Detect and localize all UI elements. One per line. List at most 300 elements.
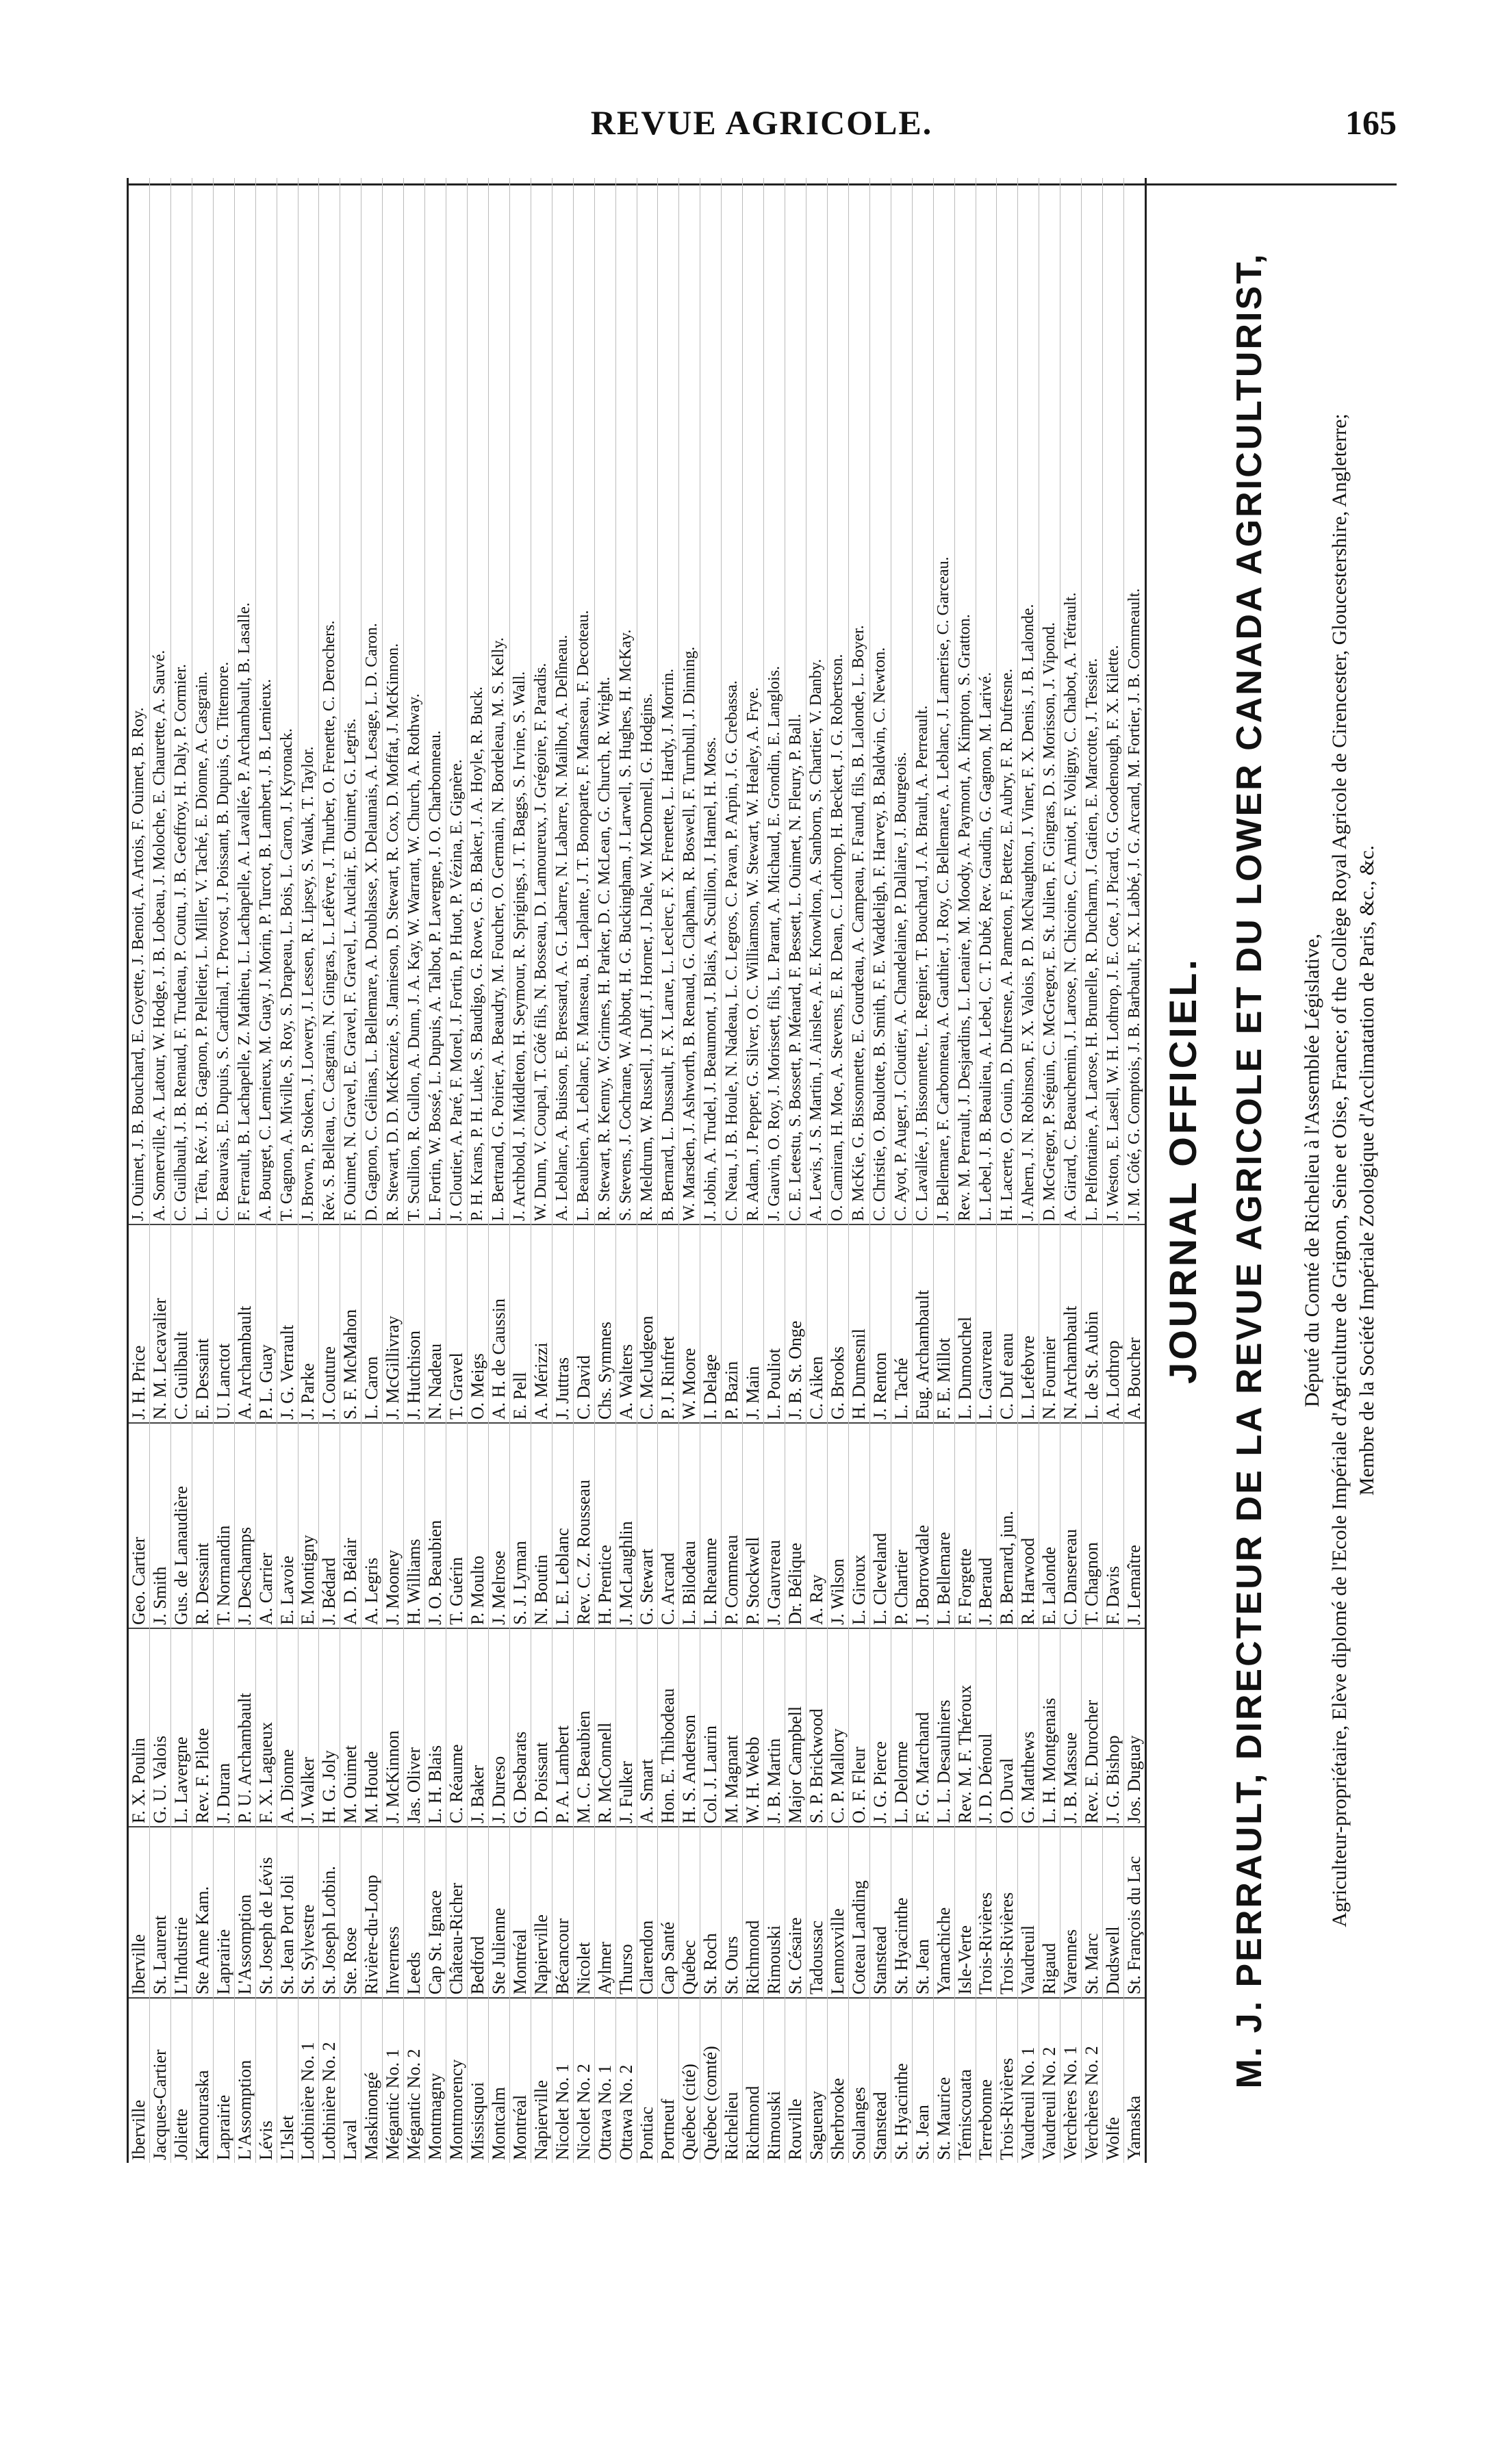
president-cell: P. A. Lambert [552, 1629, 573, 1827]
secretary-cell: C. David [574, 1225, 594, 1424]
president-cell: Col. J. Laurin [700, 1629, 721, 1827]
secretary-cell: A. Archambault [235, 1225, 255, 1424]
directors-cell: C. Ayot, P. Auger, J. Cloutier, A. Chandelaine, P. Dallaire, J. Bourgeois. [891, 178, 912, 1225]
president-cell: M. Magnant [722, 1629, 742, 1827]
table-row [382, 178, 403, 2163]
vice-president-cell: E. Lalonde [1039, 1424, 1060, 1629]
parish-cell: Richmond [743, 1827, 763, 1999]
county-cell: Ottawa No. 2 [615, 2064, 636, 2160]
secretary-cell: L. Gauvreau [976, 1225, 997, 1424]
directors-cell: L. Fortin, W. Bossé, L. Dupuis, A. Talbot, P. Lavergne, J. O. Charbonneau. [425, 178, 446, 1225]
vice-president-cell: J. Deschamps [235, 1424, 255, 1629]
directors-cell: B. McKie, G. Bissonnette, E. Gourdeau, A. Campeau, F. Faund, fils, B. Lalonde, L. Boyer. [849, 178, 869, 1225]
president-cell: Rev. E. Durocher [1082, 1629, 1102, 1827]
president-cell: J. G. Pierce [870, 1629, 891, 1827]
secretary-cell: J. McGillivray [383, 1225, 403, 1424]
directors-cell: L. Pelfontaine, A. Larose, H. Brunelle, R. Ducharm, J. Gatien, E. Marcotte, J. Tessier. [1082, 178, 1102, 1225]
parish-cell: Montréal [510, 1827, 531, 1999]
parish-cell: Cap St. Ignace [425, 1827, 446, 1999]
president-cell: L. H. Montgenais [1039, 1629, 1060, 1827]
secretary-cell: N. M. Lecavalier [150, 1225, 170, 1424]
secretary-cell: L. Pouliot [764, 1225, 785, 1424]
vice-president-cell: G. Stewart [637, 1424, 658, 1629]
table-row [488, 178, 509, 2163]
secretary-cell: L. Dumouchel [955, 1225, 976, 1424]
directors-cell: W. Dunn, V. Coupal, T. Côté fils, N. Bosseau, D. Lamoureux, J. Grégoire, F. Paradis. [531, 178, 552, 1225]
parish-cell: Iberville [129, 1827, 149, 1999]
county-cell: Saguenay [806, 2090, 826, 2160]
parish-cell: Bedford [468, 1827, 488, 1999]
secretary-cell: E. Pell [510, 1225, 531, 1424]
parish-cell: St. Joseph de Lévis [256, 1827, 277, 1999]
parish-cell: Inverness [383, 1827, 403, 1999]
president-cell: O. F. Fleur [849, 1629, 869, 1827]
county-cell: Richmond [743, 2086, 763, 2160]
county-cell: Témiscouata [954, 2069, 975, 2160]
vice-president-cell: A. Ray [806, 1424, 827, 1629]
directors-cell: D. McGregor, P. Séguin, C. McGregor, E. St. Julien, F. Gingras, D. S. Morisson, J. Vipond. [1039, 178, 1060, 1225]
secretary-cell: Eug. Archambault [913, 1225, 933, 1424]
credential-line: Député du Comté de Richelieu à l'Assemblée Législative, [1301, 934, 1323, 1407]
credential-line: Membre de la Société Impériale Zoologique d'Acclimatation de Paris, &c., &c. [1356, 845, 1378, 1496]
vice-president-cell: B. Bernard, jun. [997, 1424, 1017, 1629]
president-cell: Major Campbell [785, 1629, 806, 1827]
directors-cell: W. Marsden, J. Ashworth, B. Renaud, G. Clapham, R. Boswell, F. Turnbull, J. Dinning. [679, 178, 700, 1225]
parish-cell: Coteau Landing [849, 1827, 869, 1999]
president-cell: G. Desbarats [510, 1629, 531, 1827]
directors-cell: P. H. Krans, P. H. Luke, S. Baudigo, G. Rowe, G. B. Baker, J. A. Hoyle, R. Buck. [468, 178, 488, 1225]
directors-cell: J. Gauvin, O. Roy, J. Morissett, fils, L. Parant, A. Michaud, E. Grondin, E. Langlois. [764, 178, 785, 1225]
table-row [213, 178, 234, 2163]
directors-cell: D. Gagnon, C. Gélinas, L. Bellemare, A. Doublasse, X. Delaunais, A. Lesage, L. D. Caron. [361, 178, 382, 1225]
vice-president-cell: T. Chagnon [1082, 1424, 1102, 1629]
secretary-cell: S. F. McMahon [340, 1225, 361, 1424]
directors-cell: J. Archbold, J. Middleton, H. Seymour, R. Sprigings, J. T. Baggs, S. Irvine, S. Wall. [510, 178, 531, 1225]
president-cell: S. P. Brickwood [806, 1629, 827, 1827]
county-cell: Laprairie [213, 2094, 233, 2160]
county-cell: Rimouski [764, 2090, 785, 2160]
secretary-cell: J. Renton [870, 1225, 891, 1424]
vice-president-cell: L. E. Leblanc [552, 1424, 573, 1629]
directors-cell: J. Jobin, A. Trudel, J. Beaumont, J. Blais, A. Scullion, J. Hamel, H. Moss. [700, 178, 721, 1225]
vice-president-cell: E. Lavoie [277, 1424, 298, 1629]
vice-president-cell: P. Moulto [468, 1424, 488, 1629]
county-cell: Napierville [531, 2080, 551, 2160]
president-cell: H. G. Joly [319, 1629, 340, 1827]
parish-cell: St. Ours [722, 1827, 742, 1999]
president-cell: J. McKinnon [383, 1629, 403, 1827]
table-row [954, 178, 976, 2163]
table-row [912, 178, 933, 2163]
county-cell: Vaudreuil No. 1 [1018, 2046, 1039, 2160]
vice-president-cell: T. Guérin [446, 1424, 467, 1629]
table-row [424, 178, 446, 2163]
vice-president-cell: L. Giroux [849, 1424, 869, 1629]
parish-cell: St. Laurent [150, 1827, 170, 1999]
president-cell: G. U. Valois [150, 1629, 170, 1827]
page-number: 165 [1345, 103, 1397, 142]
directors-cell: Rev. M. Perrault, J. Desjardins, L. Lenaire, M. Moody, A. Paymont, A. Kimpton, S. Gratton. [955, 178, 976, 1225]
president-cell: F. X. Poulin [129, 1629, 149, 1827]
directors-cell: T. Scullion, R. Gullon, A. Dunn, J. A. Kay, W. Warrant, W. Church, A. Rothway. [404, 178, 424, 1225]
president-cell: D. Poissant [531, 1629, 552, 1827]
secretary-cell: F. E. Millot [934, 1225, 954, 1424]
county-cell: Portneuf [658, 2099, 678, 2160]
president-cell: C. Réaume [446, 1629, 467, 1827]
county-cell: Pontiac [637, 2107, 657, 2160]
county-cell: Rouville [785, 2099, 806, 2160]
directors-cell: F. Ouimet, N. Gravel, E. Gravel, F. Gravel, L. Auclair, E. Ouimet, G. Legris. [340, 178, 361, 1225]
table-row [869, 178, 891, 2163]
directors-cell: A. Girard, C. Beauchemin, J. Larose, N. Chicoine, C. Amiot, F. Voligny, C. Chabot, A. Tétrault. [1060, 178, 1081, 1225]
county-cell: Montmorency [446, 2059, 467, 2160]
table-row [678, 178, 700, 2163]
president-cell: J. Fulker [616, 1629, 637, 1827]
table-row [552, 178, 573, 2163]
secretary-cell: P. L. Guay [256, 1225, 277, 1424]
society-table [127, 178, 1147, 2163]
directors-cell: C. E. Letestu, S. Bossett, P. Ménard, F. Bessett, L. Ouimet, N. Fleury, P. Ball. [785, 178, 806, 1225]
president-cell: Rev. M. F. Théroux [955, 1629, 976, 1827]
table-row [1123, 178, 1145, 2163]
parish-cell: St. Marc [1082, 1827, 1102, 1999]
parish-cell: Ste Julienne [489, 1827, 509, 1999]
page-title: REVUE AGRICOLE. [590, 103, 933, 142]
table-row [700, 178, 721, 2163]
president-cell: F. G. Marchand [913, 1629, 933, 1827]
president-cell: J. B. Martin [764, 1629, 785, 1827]
secretary-cell: C. Duf eanu [997, 1225, 1017, 1424]
parish-cell: L'Industrie [171, 1827, 192, 1999]
table-row [1060, 178, 1081, 2163]
table-row [827, 178, 848, 2163]
secretary-cell: A. Walters [616, 1225, 637, 1424]
county-cell: Wolfe [1103, 2117, 1123, 2160]
secretary-cell: J. G. Verrault [277, 1225, 298, 1424]
table-row [657, 178, 678, 2163]
table-row [721, 178, 742, 2163]
county-cell: Maskinongé [361, 2072, 382, 2160]
table-row [742, 178, 763, 2163]
secretary-cell: L. de St. Aubin [1082, 1225, 1102, 1424]
county-cell: Sherbrooke [827, 2078, 848, 2160]
president-cell: M. C. Beaubien [574, 1629, 594, 1827]
table-row [615, 178, 637, 2163]
secretary-cell: J. Hutchison [404, 1225, 424, 1424]
parish-cell: St. Sylvestre [298, 1827, 319, 1999]
secretary-cell: J. Couture [319, 1225, 340, 1424]
directors-cell: C. Beauvais, E. Dupuis, S. Cardinal, T. Provost, J. Poissant, B. Dupuis, G. Tittemore. [214, 178, 234, 1225]
journal-footer [1160, 178, 1397, 2163]
secretary-cell: J. Main [743, 1225, 763, 1424]
vice-president-cell: A. D. Bélair [340, 1424, 361, 1629]
parish-cell: Aylmer [595, 1827, 615, 1999]
directors-cell: T. Gagnon, A. Miville, S. Roy, S. Drapeau, L. Bois, L. Caron, J. Kyronack. [277, 178, 298, 1225]
parish-cell: St. Césaire [785, 1827, 806, 1999]
secretary-cell: N. Archambault [1060, 1225, 1081, 1424]
table-row [996, 178, 1017, 2163]
president-cell: C. P. Mallory [828, 1629, 848, 1827]
table-row [403, 178, 424, 2163]
table-row [848, 178, 869, 2163]
parish-cell: Rigaud [1039, 1827, 1060, 1999]
vice-president-cell: H. Williams [404, 1424, 424, 1629]
president-cell: Rev. F. Pilote [192, 1629, 213, 1827]
directors-cell: C. Neau, J. B. Houle, N. Nadeau, L. C. Legros, C. Pavan, P. Arpin, J. G. Crebassa. [722, 178, 742, 1225]
vice-president-cell: J. Smith [150, 1424, 170, 1629]
parish-cell: Vaudreuil [1018, 1827, 1039, 1999]
parish-cell: Dudswell [1103, 1827, 1123, 1999]
vice-president-cell: J. Gauvreau [764, 1424, 785, 1629]
directors-cell: B. Bernard, L. Dussault, F. X. Larue, L. Leclerc, F. X. Frenette, L. Hardy, J. Morrin. [658, 178, 678, 1225]
directors-cell: H. Lacerte, O. Gouin, D. Dufresne, A. Pameton, F. Bettez, E. Aubry, F. R. Dufresne. [997, 178, 1017, 1225]
secretary-cell: L. Taché [891, 1225, 912, 1424]
table-row [318, 178, 340, 2163]
parish-cell: Nicolet [574, 1827, 594, 1999]
president-cell: M. Houde [361, 1629, 382, 1827]
parish-cell: St. Hyacinthe [891, 1827, 912, 1999]
president-cell: J. G. Bishop [1103, 1629, 1123, 1827]
journal-title: JOURNAL OFFICIEL. [1161, 957, 1204, 1384]
secretary-cell: H. Dumesnil [849, 1225, 869, 1424]
president-cell: Jos. Duguay [1124, 1629, 1145, 1827]
secretary-cell: P. Bazin [722, 1225, 742, 1424]
vice-president-cell: R. Dessaint [192, 1424, 213, 1629]
county-cell: St. Maurice [933, 2077, 954, 2160]
vice-president-cell: P. Stockwell [743, 1424, 763, 1629]
county-cell: St. Jean [912, 2105, 932, 2160]
parish-cell: Lennoxville [828, 1827, 848, 1999]
president-cell: L. H. Blais [425, 1629, 446, 1827]
president-cell: J. D. Dénoul [976, 1629, 997, 1827]
table-row [129, 178, 149, 2163]
parish-cell: L'Assomption [235, 1827, 255, 1999]
president-cell: R. McConnell [595, 1629, 615, 1827]
vice-president-cell: J. Mooney [383, 1424, 403, 1629]
president-cell: F. X. Lagueux [256, 1629, 277, 1827]
parish-cell: Varennes [1060, 1827, 1081, 1999]
table-row [467, 178, 488, 2163]
page-header [127, 103, 1397, 151]
parish-cell: Laprairie [214, 1827, 234, 1999]
county-cell: Terrebonne [976, 2079, 996, 2160]
table-row [763, 178, 785, 2163]
parish-cell: Stanstead [870, 1827, 891, 1999]
county-cell: Québec (cité) [679, 2064, 700, 2160]
secretary-cell: A. Boucher [1124, 1225, 1145, 1424]
table-row [1081, 178, 1102, 2163]
vice-president-cell: N. Boutin [531, 1424, 552, 1629]
directors-cell: A. Leblanc, A. Buisson, E. Bressard, A. G. Labarre, N. Labarre, N. Mailhot, A. Delîneau. [552, 178, 573, 1225]
parish-cell: Ste. Rose [340, 1827, 361, 1999]
table-row [891, 178, 912, 2163]
directors-cell: J. Brown, P. Stoken, J. Lowery, J. Lessen, R. Lipsey, S. Wauk, T. Taylor. [298, 178, 319, 1225]
directors-cell: Rév. S. Belleau, C. Casgrain, N. Gingras, L. Lefèvre, J. Thurber, O. Frenette, C. Derochers. [319, 178, 340, 1225]
vice-president-cell: J. Beraud [976, 1424, 997, 1629]
vice-president-cell: Dr. Bélique [785, 1424, 806, 1629]
county-cell: Iberville [129, 2099, 149, 2160]
county-cell: Stanstead [869, 2092, 890, 2160]
secretary-cell: J. Parke [298, 1225, 319, 1424]
table-row [234, 178, 255, 2163]
directors-cell: C. Guilbault, J. B. Renaud, F. Trudeau, P. Coutu, J. B. Geoffroy, H. Daly, P. Cormier. [171, 178, 192, 1225]
table-row [637, 178, 658, 2163]
president-cell: J. Dureso [489, 1629, 509, 1827]
vice-president-cell: J. Borrowdale [913, 1424, 933, 1629]
table-row [1039, 178, 1060, 2163]
parish-cell: Bécancour [552, 1827, 573, 1999]
parish-cell: St. Joseph Lotbin. [319, 1827, 340, 1999]
directors-cell: R. Stewart, D. D. McKenzie, S. Jamieson, D. Stewart, R. Cox, D. Moffat, J. McKinnon. [383, 178, 403, 1225]
county-cell: Trois-Rivières [997, 2057, 1017, 2160]
parish-cell: Isle-Verte [955, 1827, 976, 1999]
county-cell: Lotbinière No. 1 [298, 2042, 318, 2160]
table-row [170, 178, 192, 2163]
county-cell: L'Assomption [234, 2059, 255, 2160]
directors-cell: J. Weston, E. Lasell, W. H. Lothrop, J. E. Cote, J. Picard, G. Goodenough, F. X. Kilette. [1103, 178, 1123, 1225]
parish-cell: Thurso [616, 1827, 637, 1999]
president-cell: J. Baker [468, 1629, 488, 1827]
secretary-cell: G. Brooks [828, 1225, 848, 1424]
parish-cell: Rivière-du-Loup [361, 1827, 382, 1999]
county-cell: Québec (comté) [700, 2046, 721, 2160]
directors-cell: J. Cloutier, A. Paré, F. Morel, J. Fortin, P. Huot, P. Vézina, E. Gignère. [446, 178, 467, 1225]
secretary-cell: T. Gravel [446, 1225, 467, 1424]
vice-president-cell: Gus. de Lanaudière [171, 1424, 192, 1629]
directors-cell: F. Ferrault, B. Lachapelle, Z. Mathieu, L. Lachapelle, A. Lavallée, P. Archambault, B. Lasalle. [235, 178, 255, 1225]
parish-cell: Château-Richer [446, 1827, 467, 1999]
parish-cell: Napierville [531, 1827, 552, 1999]
directors-cell: O. Camiran, H. Moe, A. Stevens, E. R. Dean, C. Lothrop, H. Beckett, J. G. Robertson. [828, 178, 848, 1225]
table-row [149, 178, 170, 2163]
table-row [446, 178, 467, 2163]
directors-cell: C. Christie, O. Boulotte, B. Smith, F. E. Waddeligh, F. Harvey, B. Baldwin, C. Newton. [870, 178, 891, 1225]
secretary-cell: P. J. Rinfret [658, 1225, 678, 1424]
directors-cell: S. Stevens, J. Cochrane, W. Abbott, H. G. Buckingham, J. Larwell, S. Hughes, H. McKay. [616, 178, 637, 1225]
table-row [340, 178, 361, 2163]
president-cell: L. Delorme [891, 1629, 912, 1827]
county-cell: Nicolet No. 1 [552, 2064, 572, 2160]
vice-president-cell: Rev. C. Z. Rousseau [574, 1424, 594, 1629]
parish-cell: Clarendon [637, 1827, 658, 1999]
county-cell: Montcalm [488, 2087, 509, 2160]
table-row [192, 178, 213, 2163]
vice-president-cell: L. Cleveland [870, 1424, 891, 1629]
secretary-cell: L. Lefebvre [1018, 1225, 1039, 1424]
secretary-cell: C. McJudgeon [637, 1225, 658, 1424]
table-row [361, 178, 382, 2163]
directors-cell: J. Ouimet, J. B. Bouchard, E. Goyette, J. Benoit, A. Artois, F. Ouimet, B. Roy. [129, 178, 149, 1225]
directors-cell: A. Somerville, A. Latour, W. Hodge, J. B. Lobeau, J. Moloche, E. Chaurette, A. Sauvé. [150, 178, 170, 1225]
parish-cell: Trois-Rivières [997, 1827, 1017, 1999]
vice-president-cell: A. Carrier [256, 1424, 277, 1629]
parish-cell: Rimouski [764, 1827, 785, 1999]
president-cell: L. Lavergne [171, 1629, 192, 1827]
table-row [594, 178, 615, 2163]
county-cell: Laval [340, 2119, 361, 2160]
table-row [298, 178, 319, 2163]
table-row [531, 178, 552, 2163]
parish-cell: Québec [679, 1827, 700, 1999]
table-row [573, 178, 594, 2163]
secretary-cell: J. Juttras [552, 1225, 573, 1424]
vice-president-cell: E. Montigny [298, 1424, 319, 1629]
secretary-cell: J. B. St. Onge [785, 1225, 806, 1424]
directors-cell: L. Têtu, Rév. J. B. Gagnon, P. Pelletier, L. Miller, V. Taché, E. Dionne, A. Casgrain. [192, 178, 213, 1225]
directors-cell: A. Lewis, J. S. Martin, J. Ainslee, A. E. Knowlton, A. Sanborn, S. Chartier, V. Danby. [806, 178, 827, 1225]
president-cell: O. Duval [997, 1629, 1017, 1827]
county-cell: Missisquoi [468, 2081, 487, 2160]
parish-cell: St. Jean [913, 1827, 933, 1999]
president-cell: J. Duran [214, 1629, 234, 1827]
parish-cell: Cap Santé [658, 1827, 678, 1999]
county-cell: St. Hyacinthe [891, 2063, 911, 2160]
president-cell: G. Matthews [1018, 1629, 1039, 1827]
president-cell: A. Smart [637, 1629, 658, 1827]
directors-cell: L. Bertrand, G. Poirier, A. Beaudry, M. Foucher, O. Germain, N. Bordeleau, M. S. Kelly. [489, 178, 509, 1225]
county-cell: Vaudreuil No. 2 [1039, 2046, 1060, 2160]
secretary-cell: C. Guilbault [171, 1225, 192, 1424]
vice-president-cell: A. Legris [361, 1424, 382, 1629]
table-row [1102, 178, 1123, 2163]
directors-cell: R. Meldrum, W. Russell, J. Duff, J. Horner, J. Dale, W. McDonnell, G. Hodgins. [637, 178, 658, 1225]
directors-cell: J. Bellemare, F. Carbonneau, A. Gauthier, J. Roy, C. Bellemare, A. Leblanc, J. Lamerise, C. Garceau. [934, 178, 954, 1225]
county-cell: Montmagny [425, 2072, 446, 2160]
secretary-cell: U. Lanctot [214, 1225, 234, 1424]
table-row [806, 178, 827, 2163]
county-cell: Jacques-Cartier [149, 2049, 170, 2160]
parish-cell: Yamachiche [934, 1827, 954, 1999]
president-cell: L. L. Desaulniers [934, 1629, 954, 1827]
secretary-cell: A. Lothrop [1103, 1225, 1123, 1424]
vice-president-cell: J. O. Beaubien [425, 1424, 446, 1629]
president-cell: W. H. Webb [743, 1629, 763, 1827]
directors-cell: R. Stewart, R. Kenny, W. Grimes, H. Parker, D. C. McLean, G. Church, R. Wright. [595, 178, 615, 1225]
directors-cell: R. Adam, J. Pepper, G. Silver, O. C. Williamson, W. Stewart, W. Healey, A. Frye. [743, 178, 763, 1225]
vice-president-cell: C. Arcand [658, 1424, 678, 1629]
secretary-cell: W. Moore [679, 1225, 700, 1424]
parish-cell: Tadoussac [806, 1827, 827, 1999]
credential-line: Agriculteur-propriétaire, Elève diplomé de l'Ecole Impériale d'Agriculture de Grignon, Seine et Oise, France; of the Collège Royal Agricole de Cirencester, Gloucestershire, Angleterre; [1328, 413, 1351, 1927]
president-cell: Jas. Oliver [404, 1629, 424, 1827]
vice-president-cell: R. Harwood [1018, 1424, 1039, 1629]
table-row [277, 178, 298, 2163]
vice-president-cell: H. Prentice [595, 1424, 615, 1629]
vice-president-cell: S. J. Lyman [510, 1424, 531, 1629]
table-row [933, 178, 954, 2163]
table-row [509, 178, 531, 2163]
county-cell: Richelieu [722, 2092, 742, 2160]
county-cell: Verchères No. 1 [1060, 2046, 1081, 2160]
president-cell: P. U. Archambault [235, 1629, 255, 1827]
directors-cell: J. Ahern, J. N. Robinson, F. X. Valois, P. D. McNaughton, J. Viner, F. X. Denis, J. B. Lalonde. [1018, 178, 1039, 1225]
vice-president-cell: J. Wilson [828, 1424, 848, 1629]
county-cell: Mégantic No. 1 [383, 2049, 403, 2160]
county-cell: Lotbinière No. 2 [319, 2042, 340, 2160]
president-cell: H. S. Anderson [679, 1629, 700, 1827]
county-cell: Nicolet No. 2 [573, 2064, 594, 2160]
vice-president-cell: F. Forgette [955, 1424, 976, 1629]
president-cell: Hon. E. Thibodeau [658, 1629, 678, 1827]
directors-cell: J. M. Côté, G. Comptois, J. B. Barbault, F. X. Labbé, J. G. Arcand, M. Fortier, J. B. Commeault. [1124, 178, 1145, 1225]
parish-cell: St. Jean Port Joli [277, 1827, 298, 1999]
vice-president-cell: J. Lemaître [1124, 1424, 1145, 1629]
president-cell: J. Walker [298, 1629, 319, 1827]
secretary-cell: N. Fournier [1039, 1225, 1060, 1424]
parish-cell: St. Roch [700, 1827, 721, 1999]
directors-cell: L. Lebel, J. B. Beaulieu, A. Lebel, C. T. Dubé, Rev. Gaudin, G. Gagnon, M. Larivé. [976, 178, 997, 1225]
table-row [785, 178, 806, 2163]
